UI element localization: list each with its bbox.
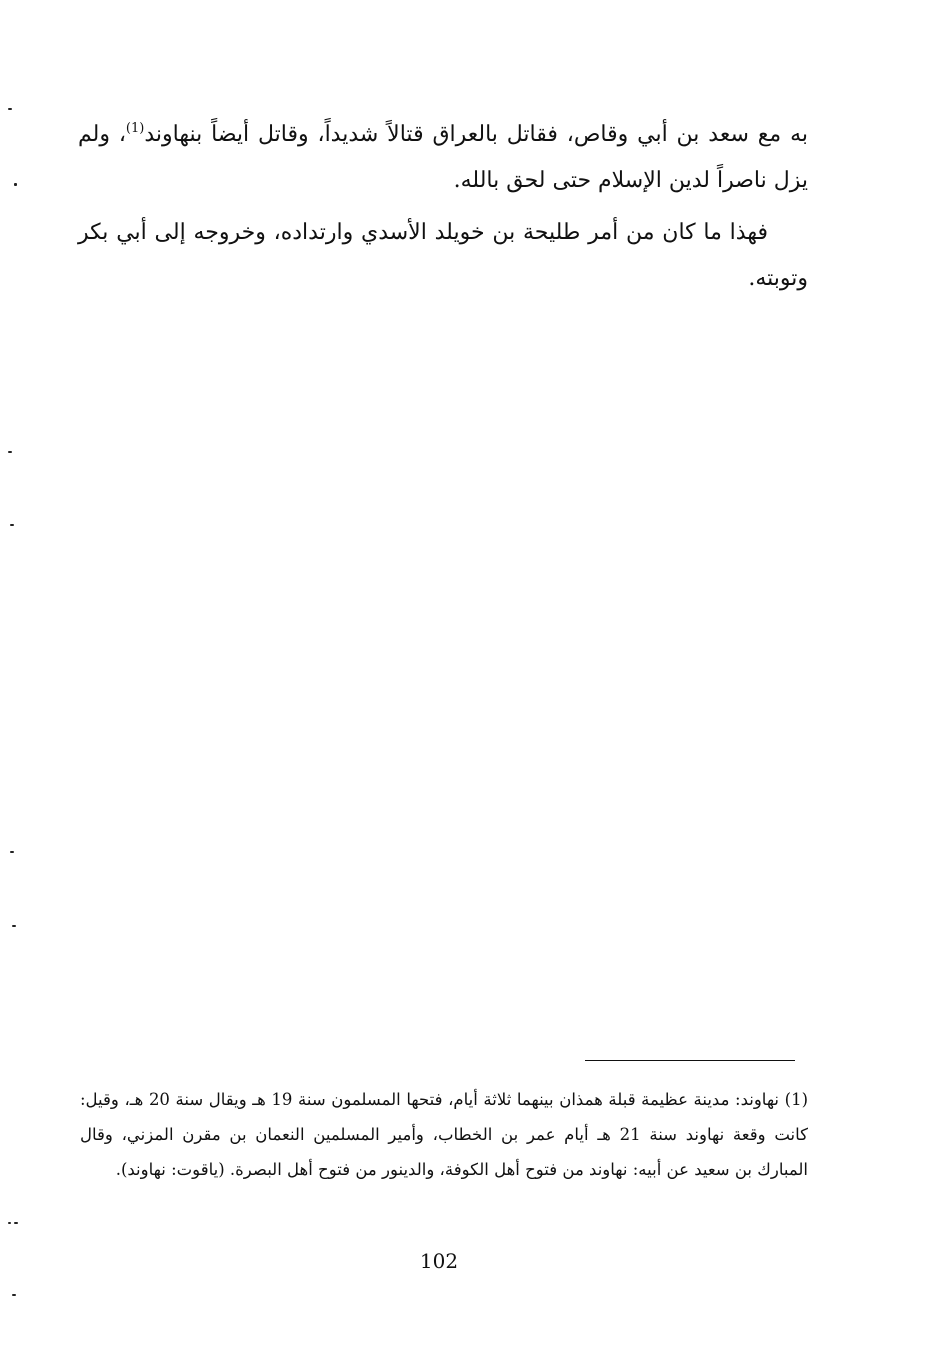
scan-speck [14,1222,18,1224]
page-number: 102 [419,1249,459,1273]
paragraph-2 [78,210,808,302]
paragraph-2-text: فهذا ما كان من أمر طليحة بن خويلد الأسدي وارتداده، وخروجه إلى أبي بكر وتوبته. [78,220,808,291]
scan-speck [12,1294,16,1296]
footnote-1 [80,1082,808,1187]
scan-speck [8,108,12,110]
paragraph-1 [78,112,808,204]
paragraph-1-text: به مع سعد بن أبي وقاص، فقاتل بالعراق قتالاً شديداً، وقاتل أيضاً بنهاوند [144,122,808,147]
scan-speck [8,451,12,453]
paragraph-1-text-after: ، ولم يزل ناصراً لدين الإسلام حتى لحق بالله. [78,122,808,193]
main-text [78,112,808,302]
scan-speck [8,1222,11,1224]
footnote-separator [585,1060,795,1061]
footnote-reference[interactable]: (1) [125,121,145,136]
scan-speck [10,851,14,853]
footnotes [80,1082,808,1187]
footnote-number: (1) [784,1090,808,1109]
scan-speck [14,183,17,186]
scan-speck [12,925,16,927]
scan-speck [10,524,14,526]
footnote-text: نهاوند: مدينة عظيمة قبلة همذان بينهما ثلاثة أيام، فتحها المسلمون سنة 19 هـ ويقال سنة 20 هـ، وقيل: كانت وقعة نهاوند سنة 21 هـ أيام عمر بن الخطاب، وأمير المسلمين النعمان بن مقرن المزني، وقال المبارك بن سعيد عن أبيه: نهاوند من فتوح أهل الكوفة، والدينور من فتوح أهل البصرة. (ياقوت: نهاوند). [80,1090,808,1179]
